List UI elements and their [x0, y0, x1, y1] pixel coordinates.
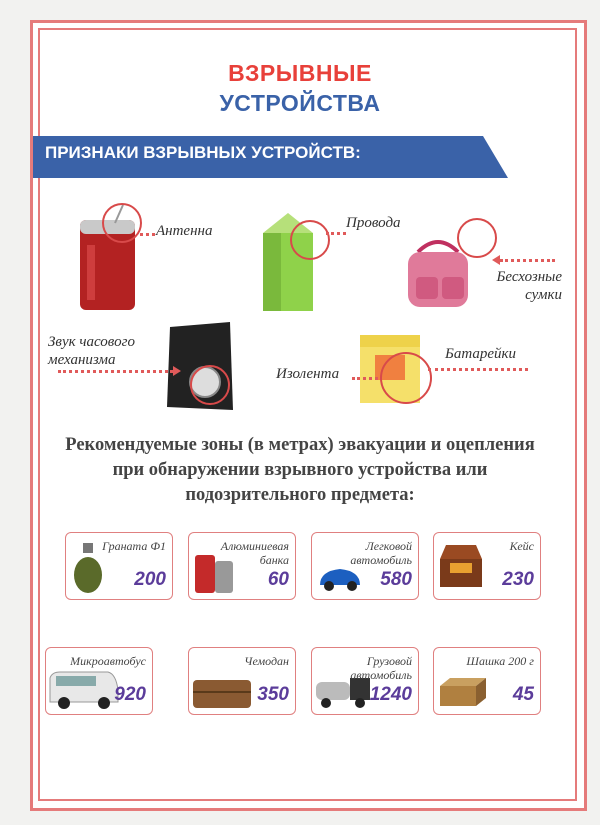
zone-value: 45 — [512, 684, 534, 705]
zone-name: Микроавтобус — [70, 654, 146, 668]
car-icon — [316, 563, 364, 593]
wires-highlight-circle — [290, 220, 330, 260]
zone-value: 230 — [502, 569, 534, 590]
zone-name: Кейс — [509, 539, 534, 553]
sign-label-tape: Изолента — [276, 366, 340, 382]
minibus-icon — [48, 670, 120, 710]
zone-value: 1240 — [369, 684, 412, 705]
pointer-dots — [428, 368, 528, 371]
zone-name: Граната Ф1 — [102, 539, 166, 553]
zone-card-grenade — [65, 532, 173, 600]
zone-name: Алюминиевая банка — [220, 539, 289, 567]
zone-name: Шашка 200 г — [466, 654, 534, 668]
case-icon — [436, 541, 486, 591]
zone-value: 200 — [134, 569, 166, 590]
zone-card-can — [188, 532, 296, 600]
pointer-arrow — [492, 255, 500, 265]
poster-title-line2: УСТРОЙСТВА — [219, 90, 381, 116]
grenade-icon — [70, 541, 106, 595]
poster-title-line1: ВЗРЫВНЫЕ — [228, 60, 372, 86]
pointer-arrow — [173, 366, 181, 376]
pointer-dots — [58, 370, 173, 373]
sign-label-wires: Провода — [346, 215, 401, 231]
zone-card-tnt — [433, 647, 541, 715]
section-banner-title: ПРИЗНАКИ ВЗРЫВНЫХ УСТРОЙСТВ: — [45, 143, 361, 162]
suitcase-icon — [191, 674, 253, 710]
antenna-highlight-circle — [102, 203, 142, 243]
zone-card-minibus — [45, 647, 153, 715]
sign-label-batteries: Батарейки — [445, 346, 517, 362]
zone-card-car — [311, 532, 419, 600]
pointer-dots — [500, 259, 555, 262]
zone-value: 350 — [257, 684, 289, 705]
sign-label-clock: Звук часового механизма — [48, 334, 135, 368]
pointer-dots — [140, 233, 155, 236]
zone-value: 60 — [267, 569, 289, 590]
zone-card-case — [433, 532, 541, 600]
zone-card-suitcase — [188, 647, 296, 715]
sign-label-bags: Бесхозные сумки — [496, 269, 562, 303]
bag-highlight-circle — [457, 218, 497, 258]
evacuation-zones-heading: Рекомендуемые зоны (в метрах) эвакуации и оцепления при обнаружении взрывного устройства или подозрительного предмета: — [65, 435, 535, 505]
sign-label-antenna: Антенна — [156, 223, 213, 239]
zone-name: Легковой автомобиль — [350, 539, 412, 567]
tnt-block-icon — [438, 676, 488, 708]
battery-highlight-circle — [380, 352, 432, 404]
zone-name: Чемодан — [244, 654, 289, 668]
zone-value: 920 — [114, 684, 146, 705]
clock-highlight-circle — [190, 365, 230, 405]
zone-value: 580 — [380, 569, 412, 590]
pointer-dots — [352, 377, 378, 380]
zone-name: Грузовой автомобиль — [350, 654, 412, 682]
zone-card-truck — [311, 647, 419, 715]
pointer-dots — [326, 232, 346, 235]
